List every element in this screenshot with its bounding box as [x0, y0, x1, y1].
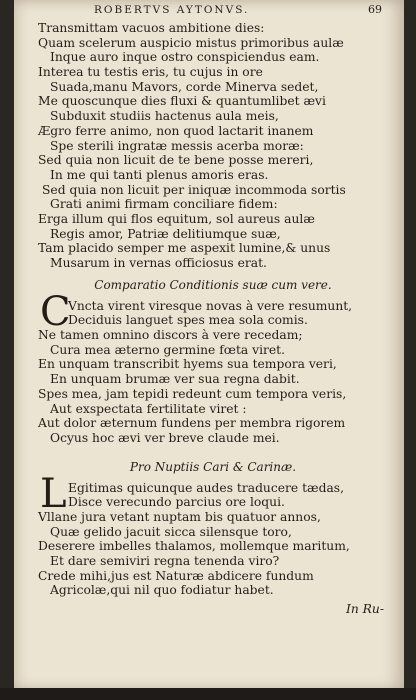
drop-cap: L	[40, 470, 67, 517]
verse-line: Inque auro inque ostro conspiciendus eam.	[50, 50, 320, 65]
running-header	[14, 2, 404, 20]
verse-line: En unquam brumæ ver sua regna dabit.	[50, 372, 300, 387]
verse-line: Grati animi firmam conciliare fidem:	[50, 197, 278, 212]
verse-line: Crede mihi,jus est Naturæ abdicere fundum	[38, 568, 314, 583]
verse-line: Suada,manu Mavors, corde Minerva sedet,	[50, 79, 319, 94]
running-title: ROBERTVS AYTONVS.	[94, 4, 250, 16]
verse-line: Spe sterili ingratæ messis acerba moræ:	[50, 138, 304, 153]
verse-line: Vncta virent viresque novas à vere resumunt,	[68, 298, 353, 313]
section-heading: Comparatio Conditionis suæ cum vere.	[94, 277, 332, 292]
verse-line: Disce verecundo parcius ore loqui.	[68, 495, 285, 510]
verse-line: Erga illum qui flos equitum, sol aureus aulæ	[38, 211, 315, 226]
verse-line: Musarum in vernas officiosus erat.	[50, 256, 267, 270]
verse-line: Regis amor, Patriæ delitiumque suæ,	[50, 226, 281, 241]
verse-line: Ægro ferre animo, non quod lactarit inanem	[38, 123, 314, 138]
page-number: 69	[368, 3, 382, 16]
verse-line: Me quoscunque dies fluxi & quantumlibet ævi	[38, 94, 326, 109]
verse-line: Spes mea, jam tepidi redeunt cum tempora veris,	[38, 386, 347, 401]
page-edge	[0, 688, 416, 700]
verse-line: Et dare semiviri regna tenenda viro?	[50, 554, 280, 568]
verse-line: Agricolæ,qui nil quo fodiatur habet.	[50, 583, 274, 598]
verse-line: Sed quia non licuit de te bene posse mereri,	[38, 153, 314, 168]
poem-section	[38, 470, 388, 599]
verse-line: In me qui tanti plenus amoris eras.	[50, 167, 269, 182]
section-heading: Pro Nuptiis Cari & Carinæ.	[129, 459, 297, 474]
verse-line: Quam scelerum auspicio mistus primoribus aulæ	[38, 35, 344, 50]
verse-line: Ocyus hoc ævi ver breve claude mei.	[50, 430, 280, 445]
verse-line: Deserere imbelles thalamos, mollemque maritum,	[38, 539, 350, 554]
verse-line: Transmittam vacuos ambitione dies:	[38, 21, 265, 35]
verse-line: Sed quia non licuit per iniquæ incommoda sortis	[42, 182, 346, 197]
verse-line: Cura mea æterno germine fœta viret.	[50, 342, 286, 357]
verse-line: Deciduis languet spes mea sola comis.	[68, 313, 308, 328]
verse-line: Aut exspectata fertilitate viret :	[50, 401, 247, 416]
verse-line: Subduxit studiis hactenus aula meis,	[50, 109, 279, 124]
verse-line: Quæ gelido jacuit sicca silensque toro,	[50, 524, 292, 539]
verse-line: Vllane jura vetant nuptam bis quatuor annos,	[38, 509, 321, 524]
catchword: In Ru-	[345, 602, 384, 617]
text-block	[38, 21, 388, 617]
verse-line: En unquam transcribit hyems sua tempora veri,	[38, 357, 337, 372]
verse-line: Aut dolor æternum fundens per membra rigorem	[38, 416, 346, 431]
poem-section	[38, 288, 388, 446]
verse-line: Egitimas quicunque audes traducere tædas,	[68, 480, 345, 495]
book-page	[14, 0, 404, 690]
verse-line: Interea tu testis eris, tu cujus in ore	[38, 65, 263, 80]
verse-line: Tam placido semper me aspexit lumine,& unus	[38, 241, 331, 256]
drop-cap: C	[40, 288, 71, 335]
verse-line: Ne tamen omnino discors à vere recedam;	[38, 328, 303, 343]
